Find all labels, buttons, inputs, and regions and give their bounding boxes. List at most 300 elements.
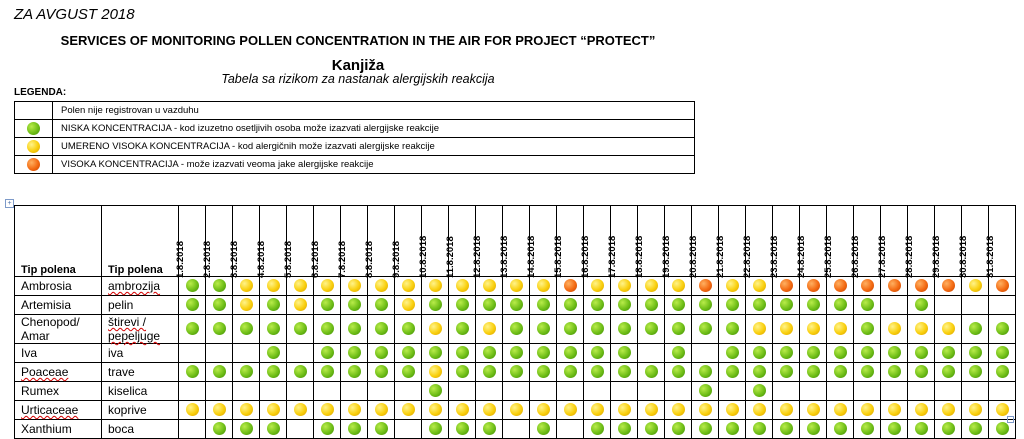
yellow-dot-icon xyxy=(213,403,226,416)
concentration-cell xyxy=(800,363,827,382)
green-dot-icon xyxy=(996,346,1009,359)
concentration-cell xyxy=(503,344,530,363)
green-dot-icon xyxy=(807,365,820,378)
concentration-cell xyxy=(854,401,881,420)
concentration-cell xyxy=(665,401,692,420)
green-dot-icon xyxy=(321,322,334,335)
concentration-cell xyxy=(881,401,908,420)
yellow-dot-icon xyxy=(294,298,307,311)
date-label: 15.8.2018 xyxy=(553,235,564,278)
green-dot-icon xyxy=(834,346,847,359)
legend-row xyxy=(15,120,695,138)
green-dot-icon xyxy=(753,298,766,311)
concentration-cell xyxy=(341,420,368,439)
green-dot-icon xyxy=(996,422,1009,435)
green-dot-icon xyxy=(456,322,469,335)
date-label: 27.8.2018 xyxy=(877,235,888,278)
green-dot-icon xyxy=(267,346,280,359)
concentration-cell xyxy=(881,382,908,401)
green-dot-icon xyxy=(861,322,874,335)
green-dot-icon xyxy=(456,346,469,359)
table-move-handle-icon[interactable]: + xyxy=(5,199,14,208)
concentration-cell xyxy=(962,277,989,296)
green-dot-icon xyxy=(213,365,226,378)
concentration-cell xyxy=(827,277,854,296)
concentration-cell xyxy=(611,363,638,382)
concentration-cell xyxy=(557,363,584,382)
concentration-cell xyxy=(476,277,503,296)
concentration-cell xyxy=(638,401,665,420)
concentration-cell xyxy=(692,363,719,382)
concentration-cell xyxy=(206,277,233,296)
pollen-latin-name xyxy=(15,296,102,315)
concentration-cell xyxy=(557,315,584,344)
concentration-cell xyxy=(449,420,476,439)
concentration-cell xyxy=(638,344,665,363)
concentration-cell xyxy=(179,363,206,382)
concentration-cell xyxy=(449,401,476,420)
pollen-local-name xyxy=(102,277,179,296)
concentration-cell xyxy=(962,382,989,401)
concentration-cell xyxy=(692,401,719,420)
green-dot-icon xyxy=(915,422,928,435)
yellow-dot-icon xyxy=(429,403,442,416)
yellow-dot-icon xyxy=(402,403,415,416)
concentration-cell xyxy=(287,420,314,439)
concentration-cell xyxy=(206,420,233,439)
date-label: 30.8.2018 xyxy=(958,235,969,278)
orange-dot-icon xyxy=(699,279,712,292)
pollen-row xyxy=(15,363,1016,382)
green-dot-icon xyxy=(672,346,685,359)
concentration-cell xyxy=(584,296,611,315)
concentration-cell xyxy=(908,296,935,315)
yellow-dot-icon xyxy=(402,298,415,311)
concentration-cell xyxy=(665,382,692,401)
concentration-cell xyxy=(233,277,260,296)
green-dot-icon xyxy=(375,365,388,378)
concentration-cell xyxy=(287,296,314,315)
concentration-cell xyxy=(287,401,314,420)
green-dot-icon xyxy=(267,422,280,435)
green-dot-icon xyxy=(915,298,928,311)
concentration-cell xyxy=(611,277,638,296)
green-dot-icon xyxy=(834,365,847,378)
concentration-cell xyxy=(476,382,503,401)
green-dot-icon xyxy=(618,346,631,359)
green-dot-icon xyxy=(429,298,442,311)
concentration-cell xyxy=(989,277,1016,296)
yellow-dot-icon xyxy=(888,403,901,416)
concentration-cell xyxy=(773,363,800,382)
green-dot-icon xyxy=(321,346,334,359)
concentration-cell xyxy=(908,344,935,363)
pollen-latin-text: Urticaceae xyxy=(21,403,79,417)
green-dot-icon xyxy=(348,422,361,435)
green-dot-icon xyxy=(510,346,523,359)
green-dot-icon xyxy=(402,365,415,378)
green-dot-icon xyxy=(429,422,442,435)
yellow-dot-icon xyxy=(807,322,820,335)
concentration-cell xyxy=(773,296,800,315)
concentration-cell xyxy=(827,363,854,382)
pollen-latin-text: Chenopod/ Amar xyxy=(21,315,80,343)
green-dot-icon xyxy=(483,422,496,435)
concentration-cell xyxy=(503,420,530,439)
yellow-dot-icon xyxy=(753,403,766,416)
concentration-cell xyxy=(935,420,962,439)
date-label: 24.8.2018 xyxy=(796,235,807,278)
concentration-cell xyxy=(233,401,260,420)
concentration-cell xyxy=(692,420,719,439)
pollen-local-text: koprive xyxy=(108,403,147,417)
concentration-cell xyxy=(989,315,1016,344)
green-dot-icon xyxy=(888,422,901,435)
concentration-cell xyxy=(287,363,314,382)
orange-dot-icon xyxy=(27,158,40,171)
pollen-latin-name xyxy=(15,344,102,363)
yellow-dot-icon xyxy=(834,322,847,335)
concentration-cell xyxy=(773,420,800,439)
green-dot-icon xyxy=(726,298,739,311)
green-dot-icon xyxy=(537,365,550,378)
yellow-dot-icon xyxy=(942,403,955,416)
concentration-cell xyxy=(962,363,989,382)
concentration-cell xyxy=(611,420,638,439)
concentration-cell xyxy=(368,401,395,420)
concentration-cell xyxy=(800,401,827,420)
concentration-cell xyxy=(260,344,287,363)
date-label: 6.8.2018 xyxy=(310,241,321,278)
date-label: 10.8.2018 xyxy=(418,235,429,278)
yellow-dot-icon xyxy=(618,403,631,416)
green-dot-icon xyxy=(618,298,631,311)
concentration-cell xyxy=(395,363,422,382)
concentration-cell xyxy=(881,363,908,382)
pollen-row xyxy=(15,382,1016,401)
yellow-dot-icon xyxy=(645,279,658,292)
orange-dot-icon xyxy=(888,279,901,292)
concentration-cell xyxy=(719,420,746,439)
green-dot-icon xyxy=(753,346,766,359)
concentration-cell xyxy=(314,296,341,315)
concentration-cell xyxy=(692,296,719,315)
legend-text: Polen nije registrovan u vazduhu xyxy=(53,102,695,120)
yellow-dot-icon xyxy=(699,403,712,416)
yellow-dot-icon xyxy=(27,140,40,153)
pollen-row xyxy=(15,401,1016,420)
yellow-dot-icon xyxy=(348,279,361,292)
concentration-cell xyxy=(746,382,773,401)
concentration-cell xyxy=(395,401,422,420)
pollen-latin-name xyxy=(15,277,102,296)
green-dot-icon xyxy=(240,322,253,335)
yellow-dot-icon xyxy=(861,403,874,416)
date-label: 9.8.2018 xyxy=(391,241,402,278)
yellow-dot-icon xyxy=(294,403,307,416)
yellow-dot-icon xyxy=(267,279,280,292)
concentration-cell xyxy=(530,277,557,296)
orange-dot-icon xyxy=(834,279,847,292)
concentration-cell xyxy=(746,277,773,296)
green-dot-icon xyxy=(780,422,793,435)
pollen-table xyxy=(14,205,1016,439)
date-label: 31.8.2018 xyxy=(985,235,996,278)
green-dot-icon xyxy=(969,322,982,335)
concentration-cell xyxy=(989,344,1016,363)
pollen-row xyxy=(15,277,1016,296)
concentration-cell xyxy=(287,344,314,363)
green-dot-icon xyxy=(402,346,415,359)
concentration-cell xyxy=(584,401,611,420)
orange-dot-icon xyxy=(915,279,928,292)
date-label: 11.8.2018 xyxy=(445,236,456,278)
green-dot-icon xyxy=(375,298,388,311)
concentration-cell xyxy=(935,296,962,315)
concentration-cell xyxy=(908,363,935,382)
concentration-cell xyxy=(584,363,611,382)
orange-dot-icon xyxy=(861,279,874,292)
concentration-cell xyxy=(908,315,935,344)
green-dot-icon xyxy=(186,298,199,311)
concentration-cell xyxy=(773,401,800,420)
concentration-cell xyxy=(260,296,287,315)
concentration-cell xyxy=(746,315,773,344)
concentration-cell xyxy=(449,296,476,315)
green-dot-icon xyxy=(699,384,712,397)
yellow-dot-icon xyxy=(483,403,496,416)
yellow-dot-icon xyxy=(753,279,766,292)
concentration-cell xyxy=(854,420,881,439)
concentration-cell xyxy=(665,296,692,315)
concentration-cell xyxy=(719,296,746,315)
orange-dot-icon xyxy=(780,279,793,292)
green-dot-icon xyxy=(969,365,982,378)
green-dot-icon xyxy=(591,365,604,378)
concentration-cell xyxy=(449,315,476,344)
concentration-cell xyxy=(692,344,719,363)
concentration-cell xyxy=(692,382,719,401)
pollen-row xyxy=(15,296,1016,315)
orange-dot-icon xyxy=(564,279,577,292)
concentration-cell xyxy=(422,344,449,363)
concentration-cell xyxy=(827,382,854,401)
green-dot-icon xyxy=(213,298,226,311)
concentration-cell xyxy=(908,277,935,296)
green-dot-icon xyxy=(618,365,631,378)
green-dot-icon xyxy=(699,365,712,378)
concentration-cell xyxy=(962,296,989,315)
concentration-cell xyxy=(179,382,206,401)
concentration-cell xyxy=(395,277,422,296)
green-dot-icon xyxy=(645,365,658,378)
green-dot-icon xyxy=(591,322,604,335)
green-dot-icon xyxy=(564,346,577,359)
concentration-cell xyxy=(584,315,611,344)
concentration-cell xyxy=(260,401,287,420)
green-dot-icon xyxy=(780,298,793,311)
concentration-cell xyxy=(395,344,422,363)
concentration-cell xyxy=(314,401,341,420)
concentration-cell xyxy=(557,277,584,296)
yellow-dot-icon xyxy=(942,322,955,335)
concentration-cell xyxy=(854,382,881,401)
date-label: 20.8.2018 xyxy=(688,235,699,278)
concentration-cell xyxy=(962,344,989,363)
green-dot-icon xyxy=(645,298,658,311)
green-dot-icon xyxy=(672,298,685,311)
concentration-cell xyxy=(422,315,449,344)
yellow-dot-icon xyxy=(483,322,496,335)
concentration-cell xyxy=(341,277,368,296)
date-label: 29.8.2018 xyxy=(931,235,942,278)
concentration-cell xyxy=(233,420,260,439)
yellow-dot-icon xyxy=(321,403,334,416)
concentration-cell xyxy=(422,363,449,382)
concentration-cell xyxy=(476,315,503,344)
concentration-cell xyxy=(746,401,773,420)
pollen-local-name xyxy=(102,344,179,363)
concentration-cell xyxy=(746,344,773,363)
concentration-cell xyxy=(287,382,314,401)
concentration-cell xyxy=(422,382,449,401)
green-dot-icon xyxy=(267,322,280,335)
yellow-dot-icon xyxy=(780,322,793,335)
concentration-cell xyxy=(287,315,314,344)
green-dot-icon xyxy=(672,365,685,378)
pollen-local-text: štirevi / pepeljuge xyxy=(108,315,161,343)
concentration-cell xyxy=(449,363,476,382)
concentration-cell xyxy=(719,344,746,363)
concentration-cell xyxy=(260,363,287,382)
pollen-local-name xyxy=(102,382,179,401)
concentration-cell xyxy=(800,420,827,439)
concentration-cell xyxy=(962,315,989,344)
concentration-cell xyxy=(233,296,260,315)
yellow-dot-icon xyxy=(591,279,604,292)
green-dot-icon xyxy=(699,422,712,435)
concentration-cell xyxy=(341,401,368,420)
concentration-cell xyxy=(503,363,530,382)
table-resize-handle-icon[interactable] xyxy=(1007,416,1014,423)
legend-text: UMERENO VISOKA KONCENTRACIJA - kod alergičnih može izazvati alergijske reakcije xyxy=(53,138,695,156)
concentration-cell xyxy=(665,420,692,439)
concentration-cell xyxy=(476,363,503,382)
concentration-cell xyxy=(503,296,530,315)
green-dot-icon xyxy=(645,422,658,435)
concentration-cell xyxy=(881,277,908,296)
concentration-cell xyxy=(260,315,287,344)
yellow-dot-icon xyxy=(456,279,469,292)
green-dot-icon xyxy=(591,298,604,311)
yellow-dot-icon xyxy=(753,322,766,335)
concentration-cell xyxy=(233,382,260,401)
green-dot-icon xyxy=(27,122,40,135)
concentration-cell xyxy=(881,420,908,439)
date-label: 22.8.2018 xyxy=(742,235,753,278)
yellow-dot-icon xyxy=(537,279,550,292)
green-dot-icon xyxy=(753,384,766,397)
pollen-latin-text: Artemisia xyxy=(21,298,72,312)
concentration-cell xyxy=(368,296,395,315)
date-label: 7.8.2018 xyxy=(337,241,348,278)
concentration-cell xyxy=(773,315,800,344)
yellow-dot-icon xyxy=(726,279,739,292)
concentration-cell xyxy=(989,363,1016,382)
green-dot-icon xyxy=(213,322,226,335)
concentration-cell xyxy=(827,296,854,315)
yellow-dot-icon xyxy=(294,279,307,292)
concentration-cell xyxy=(827,315,854,344)
date-label: 18.8.2018 xyxy=(634,235,645,278)
green-dot-icon xyxy=(888,365,901,378)
concentration-cell xyxy=(557,344,584,363)
concentration-cell xyxy=(719,401,746,420)
concentration-cell xyxy=(260,382,287,401)
concentration-cell xyxy=(314,420,341,439)
yellow-dot-icon xyxy=(375,279,388,292)
yellow-dot-icon xyxy=(672,403,685,416)
pollen-local-name xyxy=(102,315,179,344)
green-dot-icon xyxy=(510,365,523,378)
green-dot-icon xyxy=(915,365,928,378)
green-dot-icon xyxy=(618,322,631,335)
legend-text: NISKA KONCENTRACIJA - kod izuzetno osetljivih osoba može izazvati alergijske reakcije xyxy=(53,120,695,138)
pollen-local-text: kiselica xyxy=(108,384,148,398)
concentration-cell xyxy=(530,382,557,401)
green-dot-icon xyxy=(564,298,577,311)
green-dot-icon xyxy=(780,365,793,378)
green-dot-icon xyxy=(375,422,388,435)
concentration-cell xyxy=(800,277,827,296)
yellow-dot-icon xyxy=(969,403,982,416)
green-dot-icon xyxy=(537,322,550,335)
date-label: 25.8.2018 xyxy=(823,235,834,278)
yellow-dot-icon xyxy=(483,279,496,292)
concentration-cell xyxy=(449,277,476,296)
yellow-dot-icon xyxy=(429,322,442,335)
concentration-cell xyxy=(179,420,206,439)
date-label: 1.8.2018 xyxy=(175,241,186,278)
concentration-cell xyxy=(719,277,746,296)
concentration-cell xyxy=(800,296,827,315)
green-dot-icon xyxy=(942,422,955,435)
green-dot-icon xyxy=(591,422,604,435)
concentration-cell xyxy=(638,277,665,296)
concentration-cell xyxy=(368,363,395,382)
green-dot-icon xyxy=(861,422,874,435)
document-title: SERVICES OF MONITORING POLLEN CONCENTRATION IN THE AIR FOR PROJECT “PROTECT” xyxy=(60,33,656,48)
pollen-latin-text: Xanthium xyxy=(21,422,72,436)
green-dot-icon xyxy=(240,422,253,435)
concentration-cell xyxy=(908,401,935,420)
concentration-cell xyxy=(557,401,584,420)
green-dot-icon xyxy=(240,365,253,378)
concentration-cell xyxy=(476,401,503,420)
concentration-cell xyxy=(530,401,557,420)
green-dot-icon xyxy=(267,365,280,378)
green-dot-icon xyxy=(861,365,874,378)
green-dot-icon xyxy=(780,346,793,359)
header-latin-name: Tip polena xyxy=(15,206,102,277)
concentration-cell xyxy=(530,420,557,439)
concentration-cell xyxy=(827,344,854,363)
concentration-cell xyxy=(800,315,827,344)
concentration-cell xyxy=(341,363,368,382)
concentration-cell xyxy=(287,277,314,296)
concentration-cell xyxy=(341,382,368,401)
green-dot-icon xyxy=(699,322,712,335)
